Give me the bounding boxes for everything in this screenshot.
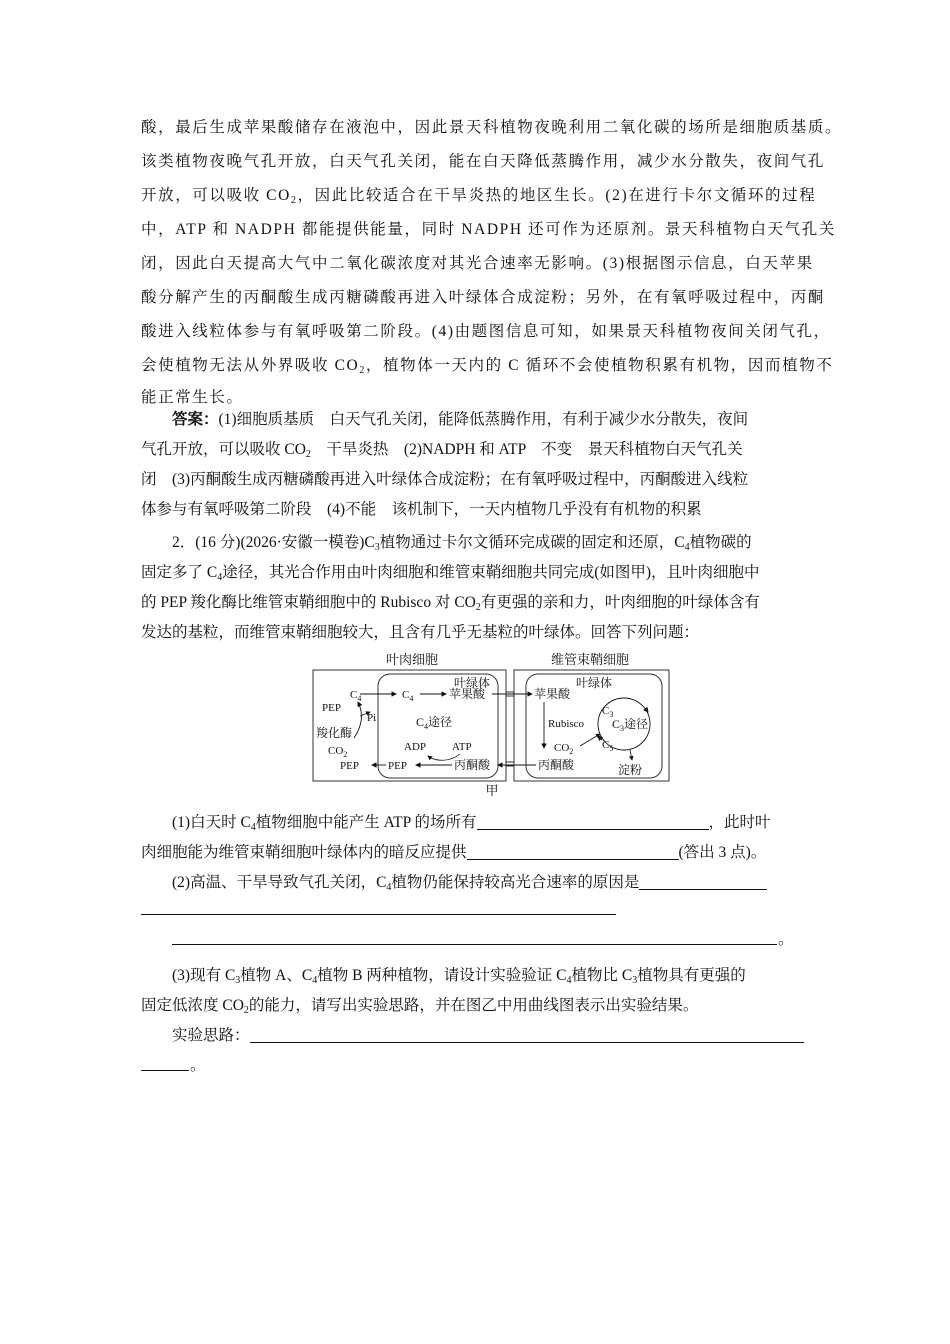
- c3-label: $C_3$: [602, 705, 614, 719]
- starch-arrow: [630, 750, 632, 760]
- pep-outer-label: PEP: [322, 702, 341, 714]
- carboxylation-arrow: [354, 702, 361, 738]
- q1-answer-blank-1[interactable]: [477, 813, 709, 830]
- question-line-4: 发达的基粒，而维管束鞘细胞较大，且含有几乎无基粒的叶绿体。回答下列问题：: [141, 624, 700, 641]
- question-line-2: 固定多了 $C_4$途径，其光合作用由叶肉细胞和维管束鞘细胞共同完成(如图甲)，且叶肉细胞中: [141, 564, 760, 583]
- explanation-line-8: 会使植物无法从外界吸收 $CO_2$，植物体一天内的 C 循环不会使植物积累有机物，因而植物不: [141, 357, 834, 376]
- q3-line-1: (3)现有 $C_3$植物 A、$C_4$植物 B 两种植物，请设计实验验证 $C_4$植物比 $C_3$植物具有更强的: [172, 967, 746, 986]
- q2-answer-blank-1[interactable]: [639, 873, 767, 890]
- co2-bundle-label: $CO_2$: [554, 742, 574, 756]
- q3-idea-blank-1[interactable]: [250, 1026, 804, 1043]
- starch-label: 淀粉: [618, 763, 643, 777]
- answer-label: 答案：: [172, 411, 219, 428]
- q1-answer-blank-2[interactable]: [467, 843, 679, 860]
- c4-pathway-diagram: [312, 650, 672, 800]
- q2-answer-blank-3[interactable]: [172, 944, 777, 945]
- bundle-sheath-cell-title: 维管束鞘细胞: [550, 652, 630, 667]
- c3-pathway-label: $C_3$途径: [612, 717, 649, 733]
- answer-line-1: 答案：(1)细胞质基质 白天气孔关闭，能降低蒸腾作用，有利于减少水分散失，夜间: [172, 411, 749, 428]
- pyruvate-label-2: 丙酮酸: [538, 758, 575, 772]
- explanation-line-3: 开放，可以吸收 $CO_2$，因此比较适合在干旱炎热的地区生长。(2)在进行卡尔文循环的过程: [141, 187, 817, 206]
- c4-outer-label: $C_4$: [350, 689, 362, 703]
- answer-line-4: 体参与有氧呼吸第二阶段 (4)不能 该机制下，一天内植物几乎没有有机物的积累: [141, 501, 702, 518]
- malate-label-2: 苹果酸: [534, 687, 571, 701]
- atp-label: ATP: [452, 741, 472, 753]
- mesophyll-cell-title: 叶肉细胞: [385, 652, 439, 667]
- c5-label: $C_5$: [602, 739, 614, 753]
- co2-outer-label: $CO_2$: [328, 745, 348, 759]
- pi-label: Pi: [367, 712, 377, 724]
- q3-idea-line: 实验思路：: [172, 1026, 804, 1046]
- chloroplast-label-2: 叶绿体: [575, 676, 613, 690]
- pep-bottom-outer-label: PEP: [340, 760, 359, 772]
- explanation-line-6: 酸分解产生的丙酮酸生成丙糖磷酸再进入叶绿体合成淀粉；另外，在有氧呼吸过程中，丙酮: [141, 289, 826, 306]
- q1-line-1: (1)白天时 $C_4$植物细胞中能产生 ATP 的场所有 ，此时叶: [172, 814, 771, 833]
- pep-inner-label: PEP: [388, 760, 407, 772]
- explanation-line-9: 能正常生长。: [141, 389, 244, 406]
- q2-answer-blank-2[interactable]: [141, 914, 616, 915]
- answer-line-3: 闭 (3)丙酮酸生成丙糖磷酸再进入叶绿体合成淀粉；在有氧呼吸过程中，丙酮酸进入线粒: [141, 471, 749, 488]
- chloroplast-label-1: 叶绿体: [453, 676, 491, 690]
- c4-inner-label: $C_4$: [402, 689, 414, 703]
- rubisco-label: Rubisco: [548, 718, 585, 730]
- malate-label-1: 苹果酸: [449, 687, 486, 701]
- explanation-line-7: 酸进入线粒体参与有氧呼吸第二阶段。(4)由题图信息可知，如果景天科植物夜间关闭气孔，: [141, 323, 831, 340]
- answer-line-2: 气孔开放，可以吸收 $CO_2$ 干旱炎热 (2)NADPH 和 ATP 不变 景天科植物白天气孔关: [141, 441, 743, 460]
- c4-pathway-label: $C_4$途径: [416, 715, 453, 731]
- q2-end-mark: 。: [778, 931, 794, 948]
- adp-label: ADP: [404, 741, 427, 753]
- q2-line-1: (2)高温、干旱导致气孔关闭，$C_4$植物仍能保持较高光合速率的原因是: [172, 873, 767, 893]
- q3-end-mark: 。: [190, 1057, 206, 1074]
- pep-carboxylase-label: 羧化酶: [316, 726, 353, 740]
- q3-idea-blank-2[interactable]: [141, 1070, 189, 1071]
- co2-fixation-arrow: [580, 734, 600, 746]
- question-line-3: 的 PEP 羧化酶比维管束鞘细胞中的 Rubisco 对 $CO_2$有更强的亲和力，叶肉细胞的叶绿体含有: [141, 594, 760, 613]
- explanation-line-2: 该类植物夜晚气孔开放，白天气孔关闭，能在白天降低蒸腾作用，减少水分散失，夜间气孔: [141, 153, 826, 170]
- explanation-line-1: 酸，最后生成苹果酸储存在液泡中，因此景天科植物夜晚利用二氧化碳的场所是细胞质基质。: [141, 119, 843, 136]
- diagram-caption: 甲: [485, 783, 499, 798]
- question-line-1: 2．(16 分)(2026·安徽一模卷)$C_3$植物通过卡尔文循环完成碳的固定和还原，$C_4$植物碳的: [172, 534, 752, 553]
- explanation-line-4: 中，ATP 和 NADPH 都能提供能量，同时 NADPH 还可作为还原剂。景天科植物白天气孔关: [141, 221, 836, 238]
- q3-line-2: 固定低浓度 $CO_2$的能力，请写出实验思路，并在图乙中用曲线图表示出实验结果。: [141, 997, 699, 1016]
- pyruvate-label-1: 丙酮酸: [454, 758, 491, 772]
- q1-line-2: 肉细胞能为维管束鞘细胞叶绿体内的暗反应提供 (答出 3 点)。: [141, 844, 767, 861]
- explanation-line-5: 闭，因此白天提高大气中二氧化碳浓度对其光合速率无影响。(3)根据图示信息，白天苹果: [141, 255, 814, 272]
